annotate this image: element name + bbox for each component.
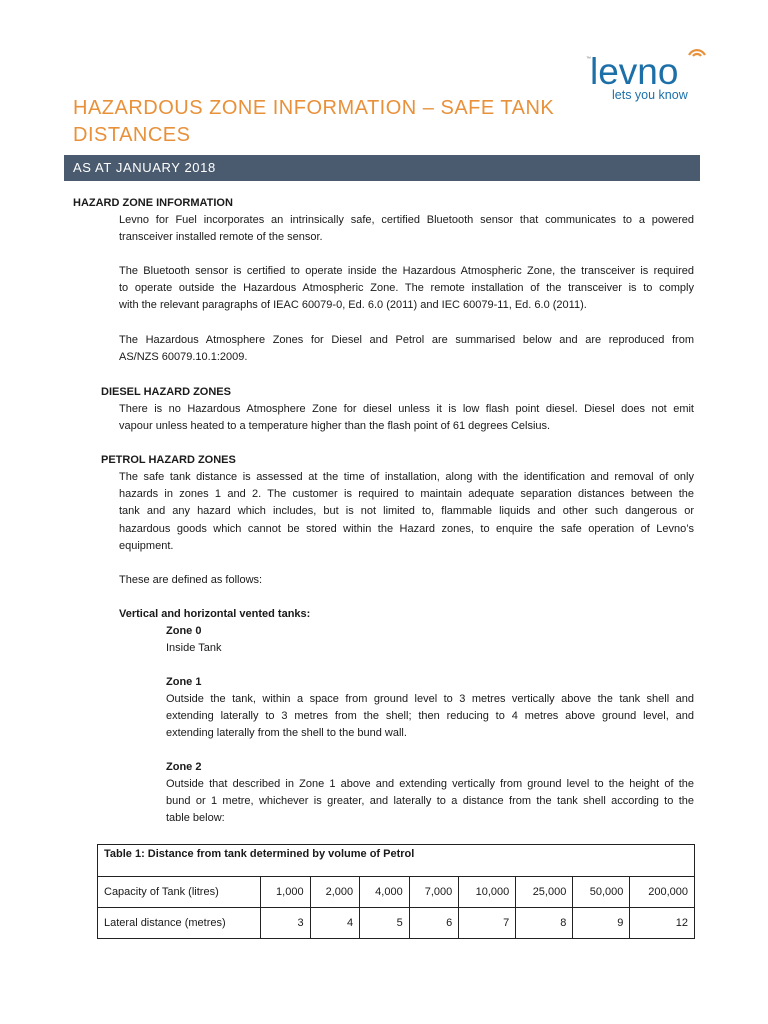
logo-tagline: lets you know [612, 88, 688, 102]
hazard-paragraph-3 [119, 332, 694, 366]
trademark-mark: ™ [586, 56, 591, 62]
text-line: Outside the tank, within a space from ground level to 3 metres vertically above the tank shell and [166, 693, 694, 705]
table-cell: 3 [261, 908, 311, 939]
text-line: table below: [166, 812, 225, 825]
tanks-heading: Vertical and horizontal vented tanks: [119, 608, 311, 620]
text-line: equipment. [119, 539, 174, 552]
date-banner-text: AS AT JANUARY 2018 [73, 160, 216, 175]
table-caption-row [98, 845, 695, 877]
table-cell: 25,000 [516, 877, 573, 908]
text-line: with the relevant paragraphs of IEAC 60079-0, Ed. 6.0 (2011) and IEC 60079-11, Ed. 6.0 (2011). [119, 299, 587, 312]
zone-2-text [166, 776, 694, 828]
table-cell: 12 [630, 908, 695, 939]
zone-1-text [166, 691, 694, 743]
text-line: There is no Hazardous Atmosphere Zone for diesel unless it is low flash point diesel. Diesel does not emit [119, 403, 694, 415]
capacity-label: Capacity of Tank (litres) [98, 877, 261, 908]
text-line: AS/NZS 60079.10.1:2009. [119, 351, 248, 364]
table-cell: 5 [360, 908, 410, 939]
text-line: The Hazardous Atmosphere Zones for Diesel and Petrol are summarised below and are reproduced from [119, 334, 694, 346]
text-line: bund or 1 metre, whichever is greater, and laterally to a distance from the tank shell according to the [166, 795, 694, 808]
text-line: Levno for Fuel incorporates an intrinsically safe, certified Bluetooth sensor that communicates to a powered [119, 214, 694, 226]
table-row [98, 908, 695, 939]
table-cell: 10,000 [459, 877, 516, 908]
text-line: The safe tank distance is assessed at the time of installation, along with the identification and removal of only [119, 471, 694, 483]
defined-text: These are defined as follows: [119, 574, 263, 586]
table-cell: 4 [310, 908, 360, 939]
text-line: hazardous goods which cannot be stored within the Hazard zones, to enquire the safe operation of Levno’s [119, 522, 694, 535]
text-line: The Bluetooth sensor is certified to operate inside the Hazardous Atmospheric Zone, the transceiver is required [119, 265, 694, 277]
table-cell: 200,000 [630, 877, 695, 908]
levno-logo [586, 44, 716, 104]
text-line: to operate outside the Hazardous Atmospheric Zone. The remote installation of the transceiver is to comply [119, 282, 694, 295]
page-title: HAZARDOUS ZONE INFORMATION – SAFE TANK DISTANCES [73, 97, 555, 146]
petrol-paragraph [119, 469, 694, 555]
table-cell: 6 [409, 908, 459, 939]
text-line: vapour unless heated to a temperature higher than the flash point of 61 degrees Celsius. [119, 420, 551, 433]
zone-0-heading: Zone 0 [166, 625, 202, 637]
text-line: Outside that described in Zone 1 above and extending vertically from ground level to the height of the [166, 778, 694, 790]
text-line: hazards in zones 1 and 2. The customer is required to maintain adequate separation distances between the [119, 488, 694, 501]
zone-1-heading: Zone 1 [166, 676, 202, 688]
table-cell: 7 [459, 908, 516, 939]
distance-label: Lateral distance (metres) [98, 908, 261, 939]
hazard-paragraph-1 [119, 212, 694, 246]
diesel-heading: DIESEL HAZARD ZONES [101, 386, 231, 398]
distance-table [97, 844, 695, 939]
table-cell: 50,000 [573, 877, 630, 908]
table-cell: 4,000 [360, 877, 410, 908]
table-cell: 8 [516, 908, 573, 939]
hazard-paragraph-2 [119, 263, 694, 315]
table-caption: Table 1: Distance from tank determined by volume of Petrol [98, 845, 695, 877]
signal-waves-icon [686, 44, 708, 58]
petrol-heading: PETROL HAZARD ZONES [101, 454, 236, 466]
text-line: tank and any hazard which includes, but is not limited to, flammable liquids and other such dangerous or [119, 505, 694, 518]
text-line: extending laterally to 3 metres from the shell; then reducing to 4 metres above ground level, and [166, 710, 694, 723]
table-cell: 9 [573, 908, 630, 939]
table-cell: 2,000 [310, 877, 360, 908]
table-cell: 1,000 [261, 877, 311, 908]
table-cell: 7,000 [409, 877, 459, 908]
hazard-zone-heading: HAZARD ZONE INFORMATION [73, 197, 233, 209]
diesel-paragraph [119, 401, 694, 435]
text-line: extending laterally from the shell to the bund wall. [166, 727, 407, 740]
table-row [98, 877, 695, 908]
zone-2-heading: Zone 2 [166, 761, 202, 773]
zone-0-text: Inside Tank [166, 642, 222, 654]
date-banner [64, 155, 700, 181]
logo-wordmark: levno [590, 51, 679, 92]
text-line: transceiver installed remote of the sensor. [119, 231, 323, 244]
